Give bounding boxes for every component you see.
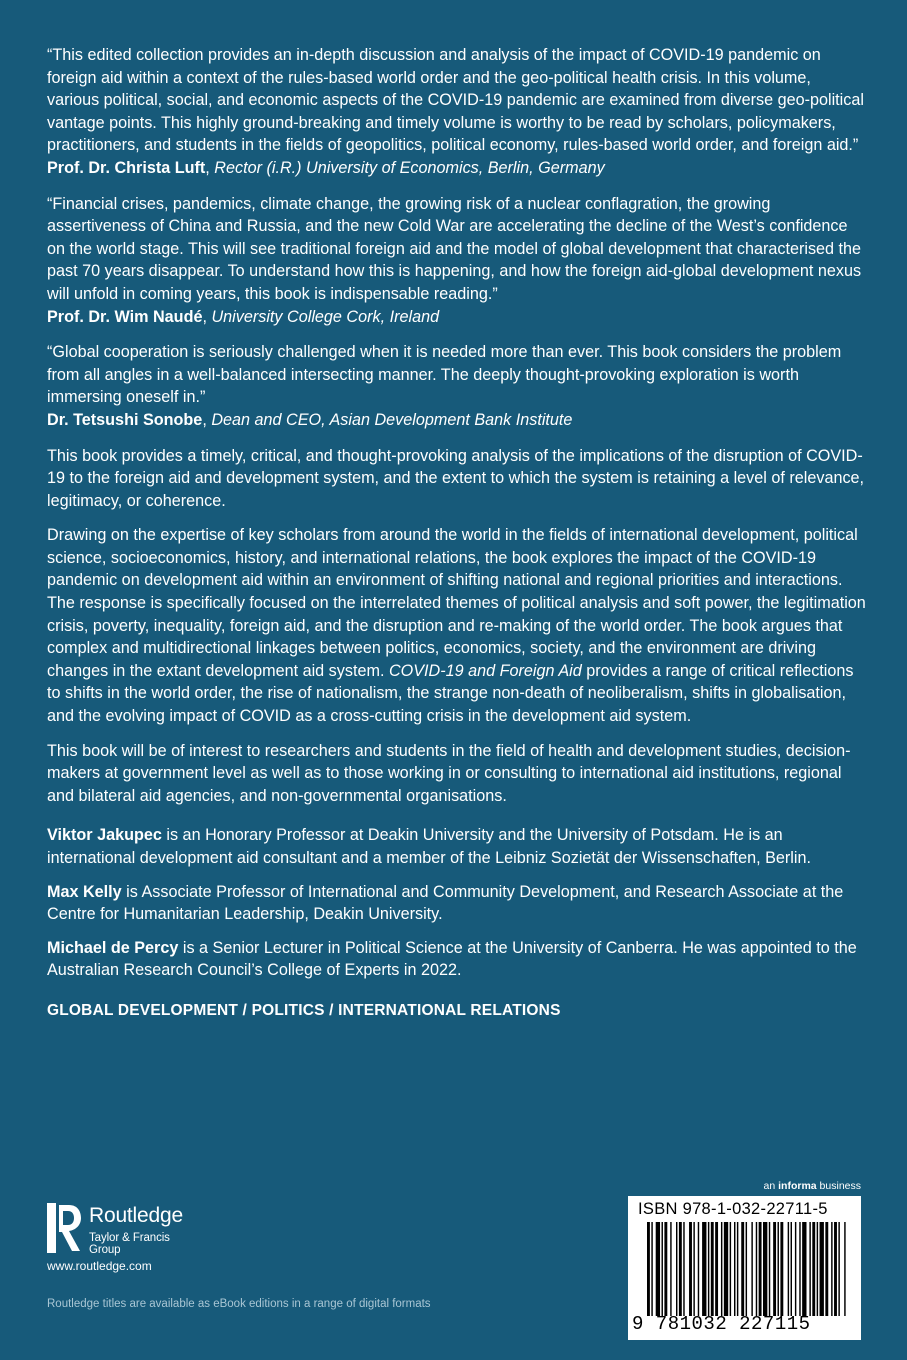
routledge-r-icon xyxy=(47,1203,83,1253)
informa-suffix: business xyxy=(816,1180,861,1192)
publisher-group: Taylor & Francis Group xyxy=(89,1232,170,1256)
barcode-bar xyxy=(662,1222,663,1316)
author-name: Michael de Percy xyxy=(47,938,179,957)
barcode-bar xyxy=(689,1222,692,1316)
barcode-bar xyxy=(809,1222,810,1316)
author-bio-text: is a Senior Lecturer in Political Science at the University of Canberra. He was appointed to the Australian Research Council’s College of Experts in 2022. xyxy=(47,938,857,980)
barcode-bar xyxy=(664,1222,667,1316)
publisher-name: Routledge xyxy=(89,1204,183,1227)
endorser-name: Prof. Dr. Christa Luft xyxy=(47,158,206,177)
author-bio-text: is an Honorary Professor at Deakin University and the University of Potsdam. He is an international development aid consultant and a member of the Leibniz Sozietät der Wissenschaften, Berlin. xyxy=(47,826,811,867)
endorser-affiliation: Dean and CEO, Asian Development Bank Institute xyxy=(211,410,573,429)
barcode-bar xyxy=(656,1222,660,1316)
endorsement-1 xyxy=(47,44,867,180)
barcode-bar xyxy=(746,1222,747,1316)
description-text: Drawing on the expertise of key scholars from around the world in the fields of international development, political science, socioeconomics, history, and international relations, the book explores the impact of the COVID-19 pandemic on development aid within an environment of shifting national and regional priorities and interactions. The response is specifically focused on the interrelated themes of political analysis and soft power, the legitimation crisis, poverty, inequality, foreign aid, and the disruption and re-making of the world order. The book argues that complex and multidirectional linkages between politics, economics, society, and the environment are driving changes in the extant development aid system. xyxy=(47,526,866,680)
barcode-bar xyxy=(756,1222,757,1316)
book-description xyxy=(47,445,867,808)
endorsement-3 xyxy=(47,341,867,431)
informa-brand: informa xyxy=(778,1180,817,1192)
barcode-bar xyxy=(820,1222,824,1316)
ean-digits: 9 781032 227115 xyxy=(632,1313,811,1335)
back-cover-text xyxy=(47,44,867,1023)
routledge-logo xyxy=(47,1203,183,1258)
barcode-bar xyxy=(799,1222,800,1316)
endorser-affiliation: Rector (i.R.) University of Economics, Berlin, Germany xyxy=(214,158,605,177)
barcode-icon xyxy=(647,1222,847,1316)
barcode-bar xyxy=(788,1222,789,1316)
barcode-bar xyxy=(711,1222,714,1316)
barcode-bar xyxy=(763,1222,767,1316)
isbn-barcode xyxy=(628,1196,861,1340)
barcode-bar xyxy=(780,1222,783,1316)
logo-text xyxy=(89,1205,183,1256)
barcode-bar xyxy=(721,1222,722,1316)
informa-business-label xyxy=(764,1180,861,1192)
barcode-bar xyxy=(683,1222,684,1316)
endorsement-attribution: Prof. Dr. Wim Naudé, University College Cork, Ireland xyxy=(47,307,440,326)
barcode-bar xyxy=(773,1222,776,1316)
barcode-bar xyxy=(737,1222,738,1316)
informa-prefix: an xyxy=(763,1180,779,1192)
author-bio xyxy=(47,881,867,926)
barcode-bar xyxy=(812,1222,815,1316)
author-bio xyxy=(47,937,867,982)
ebook-note: Routledge titles are available as eBook editions in a range of digital formats xyxy=(47,1298,431,1310)
barcode-bar xyxy=(676,1222,677,1316)
book-title: COVID-19 and Foreign Aid xyxy=(388,661,582,680)
endorsement-text: “Global cooperation is seriously challenged when it is needed more than ever. This book considers the problem from all angles in a well-balanced intersecting manner. The deeply thought-provoking exploration is worth immersing oneself in.” xyxy=(47,343,842,407)
author-bio-text: is Associate Professor of International and Community Development, and Research Associate at the Centre for Humanitarian Leadership, Deakin University. xyxy=(47,882,844,924)
description-text: provides a range of critical reflections to shifts in the world order, the rise of nationalism, the strange non-death of neoliberalism, shifts in globalisation, and the evolving impact of COVID as a cross-cutting crisis in the development aid system. xyxy=(47,661,854,726)
barcode-bar xyxy=(730,1222,731,1316)
barcode-bar xyxy=(751,1222,752,1316)
description-paragraph xyxy=(47,524,867,727)
barcode-bar xyxy=(817,1222,818,1316)
subject-categories: GLOBAL DEVELOPMENT / POLITICS / INTERNATIONAL RELATIONS xyxy=(47,1001,561,1019)
barcode-bar xyxy=(834,1222,837,1316)
author-name: Max Kelly xyxy=(47,882,122,901)
barcode-bar xyxy=(825,1222,828,1316)
barcode-bar xyxy=(844,1222,845,1316)
endorsement-2 xyxy=(47,193,867,329)
barcode-bar xyxy=(693,1222,694,1316)
endorsement-attribution: Prof. Dr. Christa Luft, Rector (i.R.) University of Economics, Berlin, Germany xyxy=(47,158,605,177)
endorsement-text: “Financial crises, pandemics, climate change, the growing risk of a nuclear conflagration, the growing assertiveness of China and Russia, and the new Cold War are accelerating the decline of the West’s confidence on the world stage. This will see traditional foreign aid and the model of global development that characterised the past 70 years disappear. To understand how this is happening, and how the foreign aid-global development nexus will unfold in coming years, this book is indispensable reading.” xyxy=(47,194,862,303)
barcode-bar xyxy=(708,1222,709,1316)
author-bio xyxy=(47,824,867,869)
barcode-bar xyxy=(715,1222,718,1316)
barcode-bar xyxy=(647,1222,650,1316)
barcode-bar xyxy=(795,1222,796,1316)
barcode-bar xyxy=(741,1222,744,1316)
barcode-bar xyxy=(698,1222,699,1316)
barcode-bar xyxy=(838,1222,839,1316)
barcode-bar xyxy=(679,1222,682,1316)
barcode-bar xyxy=(724,1222,728,1316)
barcode-bar xyxy=(802,1222,806,1316)
barcode-bar xyxy=(702,1222,706,1316)
barcode-bar xyxy=(670,1222,671,1316)
author-bios xyxy=(47,824,867,982)
description-paragraph: This book will be of interest to researchers and students in the field of health and development studies, decision-makers at government level as well as to those working in or consulting to international aid institutions, regional and bilateral aid agencies, and non-governmental organisations. xyxy=(47,741,851,805)
description-paragraph: This book provides a timely, critical, and thought-provoking analysis of the implications of the disruption of COVID-19 to the foreign aid and development system, and the extent to which the system is retaining a level of relevance, legitimacy, or coherence. xyxy=(47,446,865,510)
publisher-website[interactable]: www.routledge.com xyxy=(47,1259,152,1273)
barcode-bar xyxy=(734,1222,735,1316)
isbn-label: ISBN 978-1-032-22711-5 xyxy=(638,1200,828,1218)
barcode-bar xyxy=(759,1222,762,1316)
endorser-name: Dr. Tetsushi Sonobe xyxy=(47,410,203,429)
barcode-bar xyxy=(651,1222,652,1316)
endorser-affiliation: University College Cork, Ireland xyxy=(211,307,440,326)
endorsement-attribution: Dr. Tetsushi Sonobe, Dean and CEO, Asian Development Bank Institute xyxy=(47,410,573,429)
barcode-bar xyxy=(791,1222,792,1316)
author-name: Viktor Jakupec xyxy=(47,826,162,845)
barcode-bar xyxy=(769,1222,770,1316)
endorsement-text: “This edited collection provides an in-depth discussion and analysis of the impact of COVID-19 pandemic on foreign aid within a context of the rules-based world order and the geo-political health crisis. In this volume, various political, social, and economic aspects of the COVID-19 pandemic are examined from diverse geo-political vantage points. This highly ground-breaking and timely volume is worthy to be read by scholars, policymakers, practitioners, and students in the fields of geopolitics, political economy, rules-based world order, and foreign aid.” xyxy=(47,46,864,155)
barcode-bar xyxy=(831,1222,832,1316)
barcode-bar xyxy=(778,1222,779,1316)
endorser-name: Prof. Dr. Wim Naudé xyxy=(47,307,203,326)
